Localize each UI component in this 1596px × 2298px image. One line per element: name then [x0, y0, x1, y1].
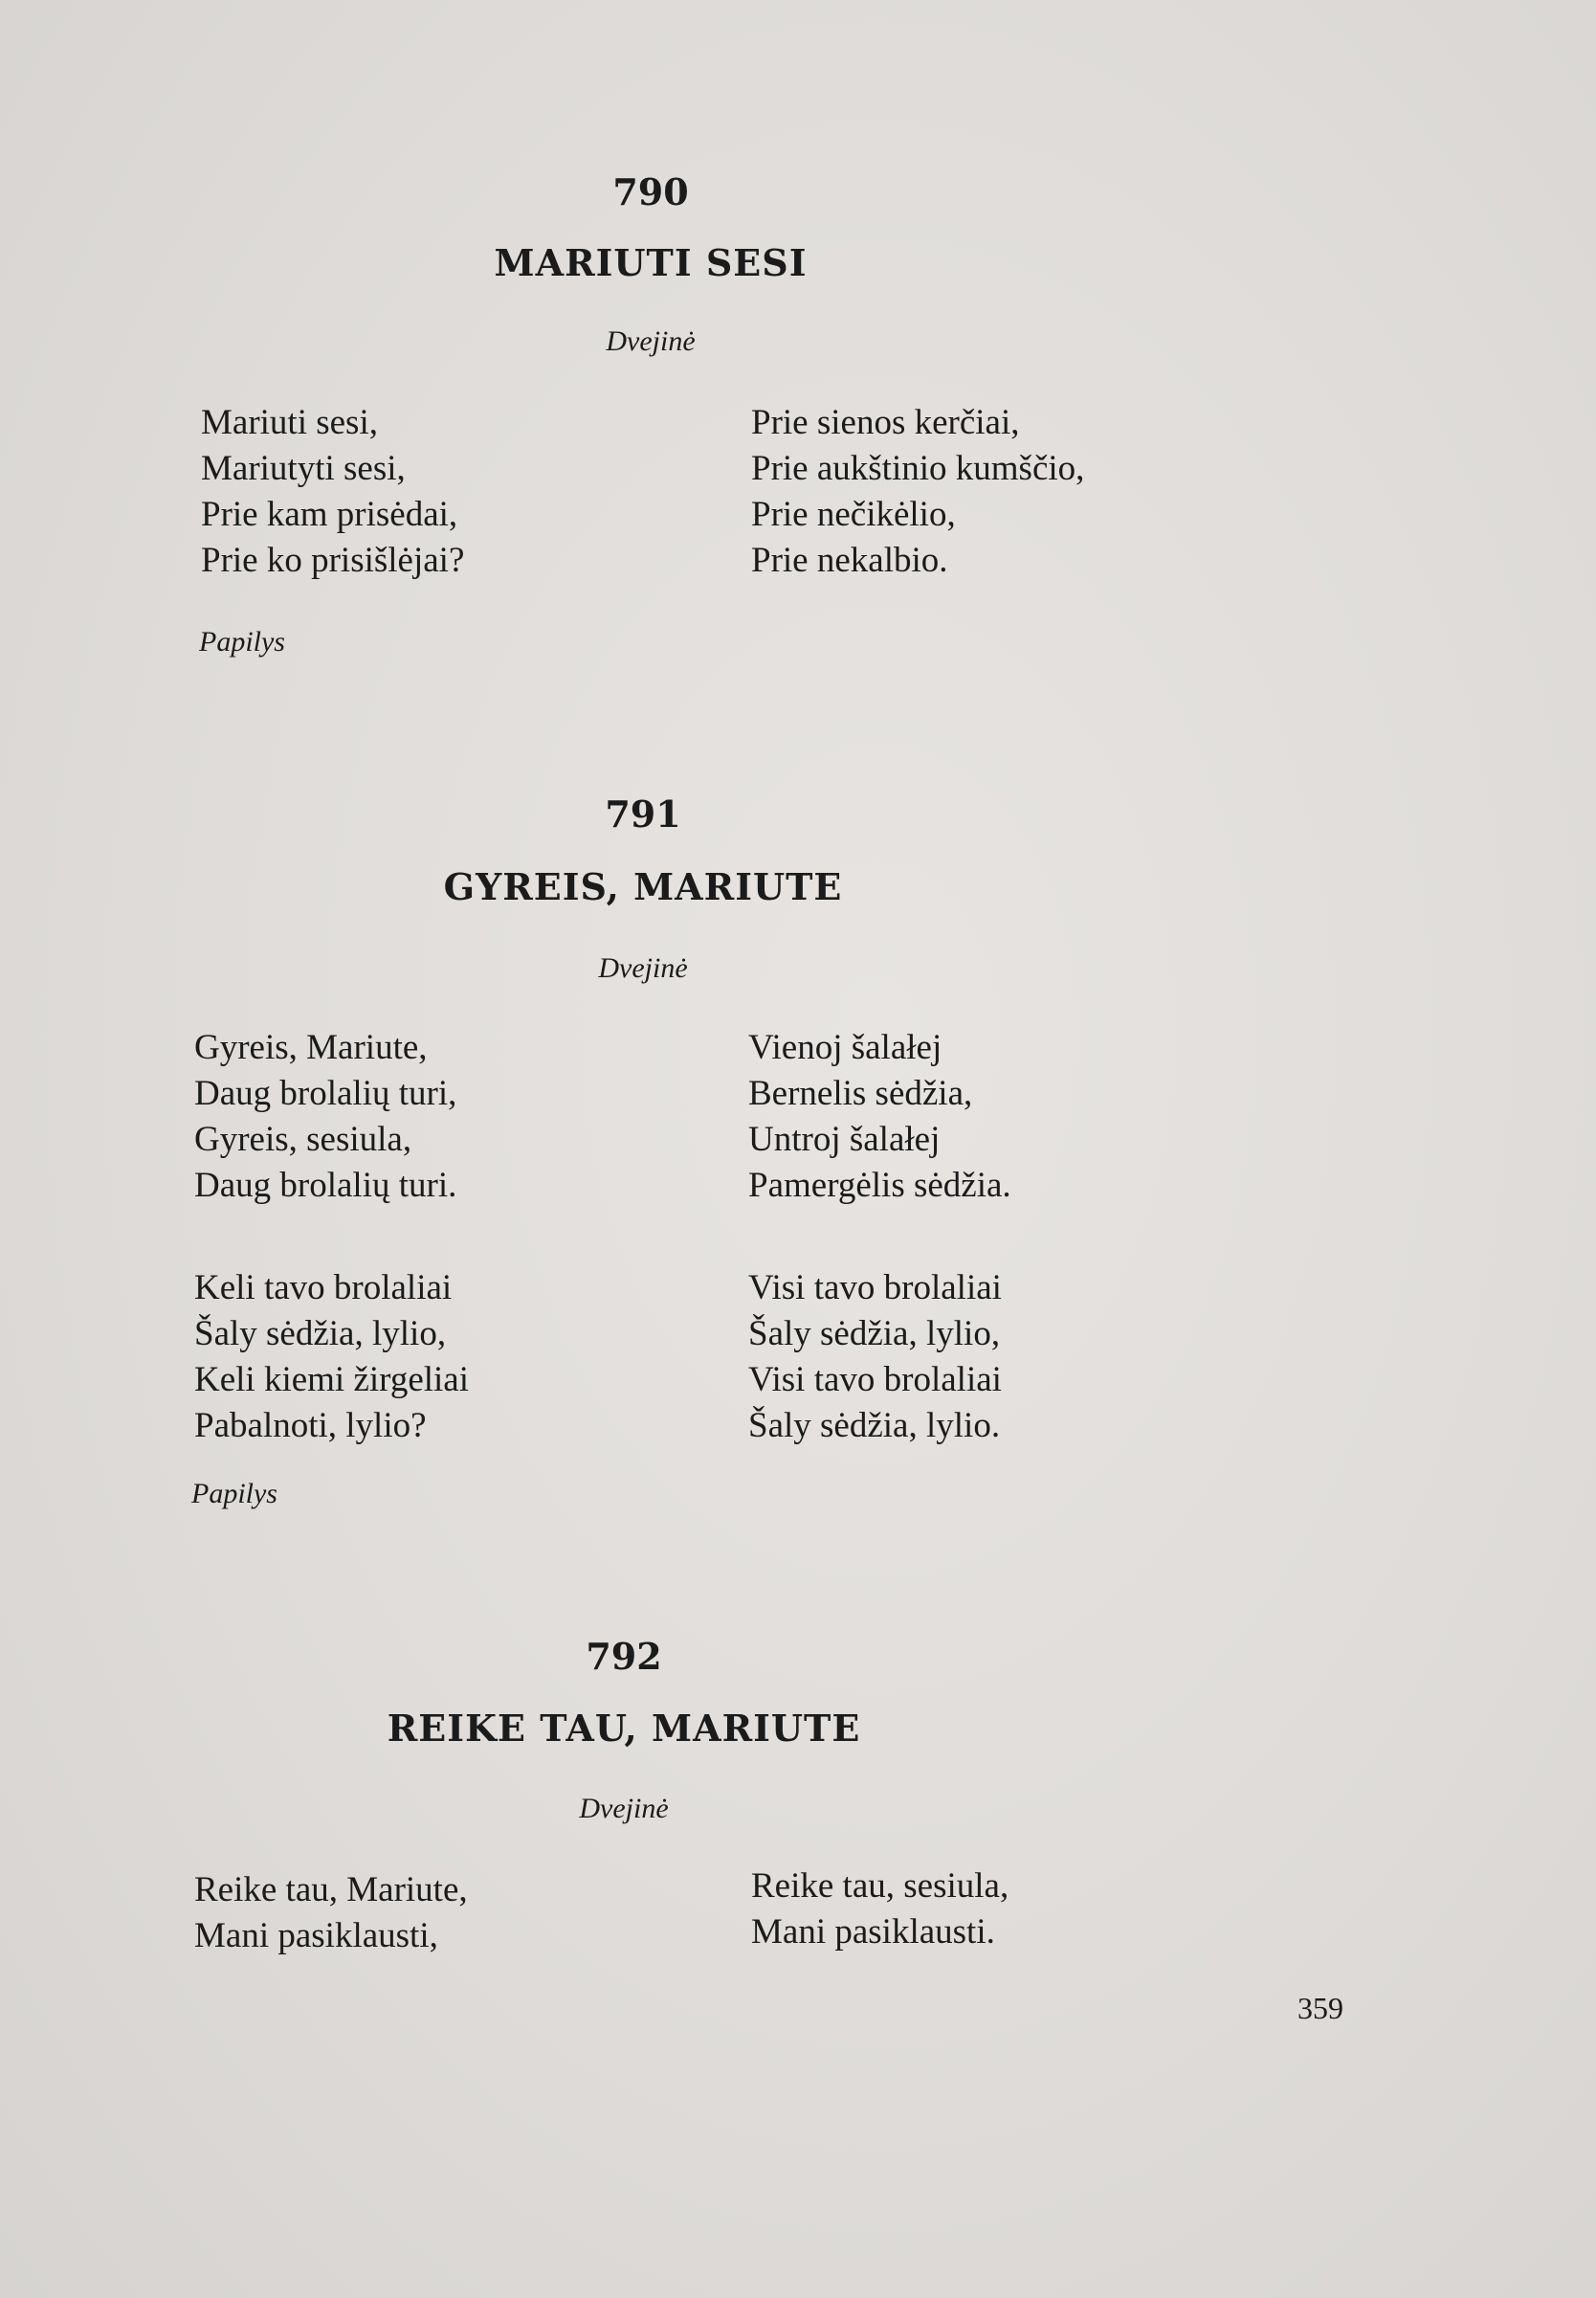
verse-line: Prie aukštinio kumščio, — [751, 449, 1085, 488]
place-name: Papilys — [191, 1478, 277, 1509]
song-title: REIKE TAU, MARIUTE — [387, 1707, 861, 1750]
place-name: Papilys — [199, 626, 285, 658]
song-title: MARIUTI SESI — [494, 241, 808, 284]
verse-line: Visi tavo brolaliai — [748, 1268, 1002, 1307]
verse-right — [748, 1265, 1002, 1449]
verse-line: Mariutyti sesi, — [201, 449, 406, 488]
song-number: 791 — [605, 792, 681, 836]
verse-line: Mani pasiklausti, — [194, 1916, 438, 1955]
verse-line: Mani pasiklausti. — [751, 1912, 995, 1952]
verse-line: Šaly sėdžia, lylio, — [194, 1314, 447, 1353]
verse-line: Prie sienos kerčiai, — [751, 403, 1020, 442]
verse-line: Prie nekalbio. — [751, 541, 948, 580]
verse-left — [201, 400, 464, 584]
verse-line: Untroj šalałej — [748, 1120, 941, 1159]
verse-left — [194, 1025, 456, 1209]
verse-left — [194, 1867, 468, 1959]
verse-line: Visi tavo brolaliai — [748, 1360, 1002, 1399]
verse-line: Keli tavo brolaliai — [194, 1268, 453, 1307]
verse-line: Prie kam prisėdai, — [201, 495, 458, 534]
verse-line: Daug brolalių turi, — [194, 1074, 457, 1113]
verse-line: Bernelis sėdžia, — [748, 1074, 973, 1113]
song-genre: Dvejinė — [579, 1793, 669, 1824]
song-number: 792 — [586, 1635, 662, 1678]
verse-line: Gyreis, sesiula, — [194, 1120, 412, 1159]
verse-line: Mariuti sesi, — [201, 403, 378, 442]
verse-line: Vienoj šalałej — [748, 1028, 942, 1067]
verse-line: Daug brolalių turi. — [194, 1166, 457, 1205]
verse-line: Reike tau, Mariute, — [194, 1870, 468, 1909]
song-number: 790 — [612, 170, 689, 213]
verse-line: Gyreis, Mariute, — [194, 1028, 428, 1067]
verse-line: Prie nečikėlio, — [751, 495, 956, 534]
verse-line: Šaly sėdžia, lylio, — [748, 1314, 1001, 1353]
song-genre: Dvejinė — [606, 325, 696, 357]
verse-line: Pabalnoti, lylio? — [194, 1406, 427, 1445]
verse-line: Keli kiemi žirgeliai — [194, 1360, 470, 1399]
verse-line: Šaly sėdžia, lylio. — [748, 1406, 1001, 1445]
verse-right — [751, 1863, 1009, 1955]
verse-line: Pamergėlis sėdžia. — [748, 1166, 1011, 1205]
verse-line: Reike tau, sesiula, — [751, 1866, 1009, 1906]
verse-left — [194, 1265, 469, 1449]
verse-right — [751, 400, 1084, 584]
verse-right — [748, 1025, 1011, 1209]
song-genre: Dvejinė — [598, 952, 688, 984]
page-number: 359 — [1297, 1991, 1343, 2025]
song-title: GYREIS, MARIUTE — [443, 865, 843, 908]
verse-line: Prie ko prisišlėjai? — [201, 541, 465, 580]
